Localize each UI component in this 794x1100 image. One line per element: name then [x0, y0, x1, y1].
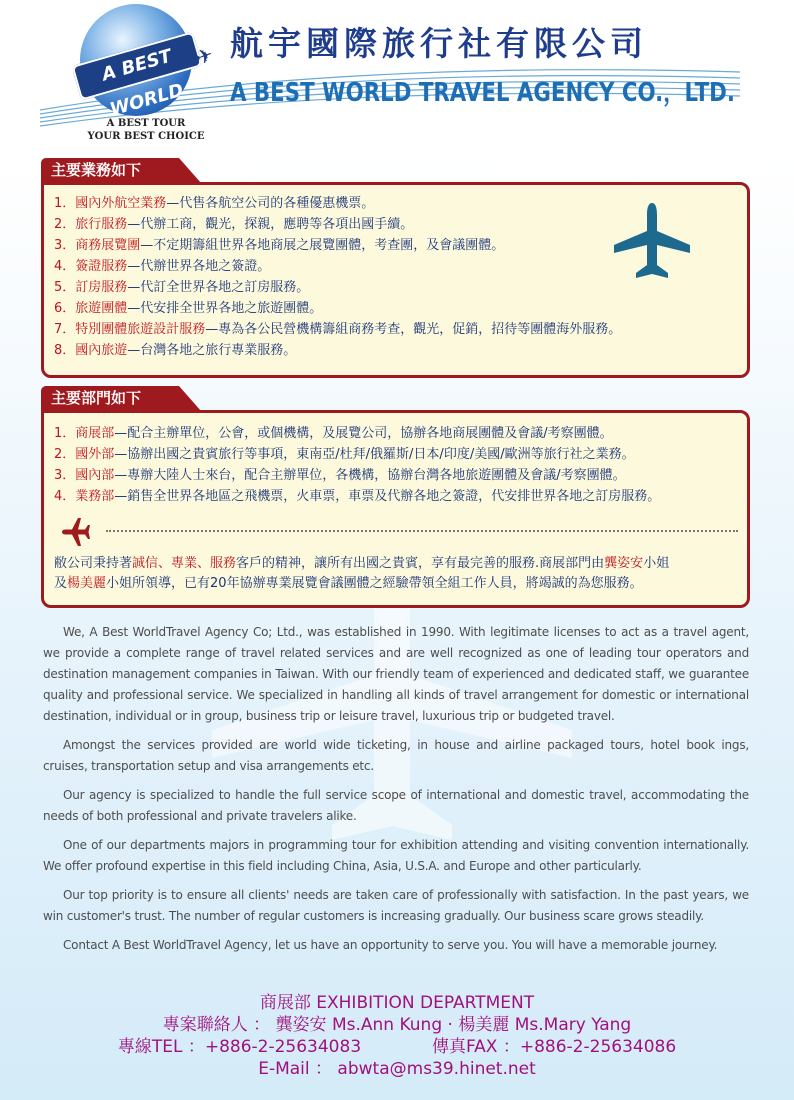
departments-box [41, 410, 750, 608]
services-section [41, 158, 750, 380]
airplane-icon [612, 201, 692, 281]
contact-email[interactable]: E-Mail ： abwta@ms39.hinet.net [258, 1059, 536, 1079]
service-item: 2．旅行服務—代辦工商，觀光，探親，應聘等各項出國手續。 [54, 217, 414, 232]
english-paragraph-2: Amongst the services provided are world wide ticketing, in house and airline packaged tours, hotel book ings, cruises, transportation setup and visa arrangements etc. [43, 738, 749, 773]
service-item: 3．商務展覽團—不定期籌組世界各地商展之展覽團體，考查團，及會議團體。 [54, 238, 505, 253]
page-header [0, 0, 794, 150]
service-item: 4．簽證服務—代辦世界各地之簽證。 [54, 259, 271, 274]
contact-department: 商展部 EXHIBITION DEPARTMENT [259, 993, 535, 1013]
departments-section [41, 386, 750, 608]
dotted-divider [106, 530, 738, 532]
service-item: 1．國內外航空業務—代售各航空公司的各種優惠機票。 [54, 196, 375, 211]
contact-phone-fax [0, 1036, 794, 1058]
company-title-chinese: 航宇國際旅行社有限公司 [230, 24, 648, 63]
english-description [43, 622, 749, 964]
english-paragraph-4: One of our departments majors in programming tour for exhibition attending and visiting convention internationally. We offer profound expertise in this field including China, Asia, U.S.A. and Europe and other particularly. [43, 838, 749, 873]
service-item: 5．訂房服務—代訂全世界各地之訂房服務。 [54, 280, 310, 295]
department-item: 1．商展部—配合主辦單位，公會，或個機構，及展覽公司，協辦各地商展團體及會議/考察團體。 [54, 426, 613, 441]
english-paragraph-3: Our agency is specialized to handle the full service scope of international and domestic travel, accommodating the needs of both professional and private travelers alike. [43, 788, 749, 823]
department-item: 2．國外部—協辦出國之貴賓旅行等事項，東南亞/杜拜/俄羅斯/日本/印度/美國/歐洲等旅行社之業務。 [54, 447, 635, 462]
tagline-line-2: YOUR BEST CHOICE [87, 131, 205, 142]
logo-text: A BEST WORLD [71, 31, 202, 100]
jet-icon: ✈ [192, 41, 217, 71]
company-title-english: A BEST WORLD TRAVEL AGENCY CO.，LTD. [230, 78, 735, 108]
service-item: 7．特別團體旅遊設計服務—專為各公民營機構籌組商務考查，觀光，促銷，招待等團體海外服務。 [54, 322, 622, 337]
department-item: 3．國內部—專辦大陸人士來台，配合主辦單位，各機構，協辦台灣各地旅遊團體及會議/考察團體。 [54, 468, 626, 483]
closing-line-1: 敝公司秉持著誠信、專業、服務客戶的精神，讓所有出國之貴賓，享有最完善的服務.商展部門由龔姿安小姐 [54, 556, 670, 571]
contact-fax: 傳真FAX ：+886-2-25634086 [431, 1037, 677, 1057]
services-box [41, 182, 750, 378]
contact-people: 專案聯絡人 ： 龔姿安 Ms.Ann Kung · 楊美麗 Ms.Mary Yang [162, 1015, 632, 1035]
english-paragraph-1: We, A Best WorldTravel Agency Co; Ltd., was established in 1990. With legitimate licenses to act as a travel agent, we provide a complete range of travel related services and are well recognized as one of leading tour operators and destination management companies in Taiwan. With our friendly team of experienced and dedicated staff, we guarantee quality and professional service. We specialized in handling all kinds of travel arrangement for domestic or international destination, individual or in group, business trip or leisure travel, luxurious trip or budgeted travel. [43, 625, 749, 723]
english-paragraph-5: Our top priority is to ensure all clients' needs are taken care of professionally with satisfaction. In the past years, we win customer's trust. The number of regular customers is increasing gradually. Our business scare grows steadily. [43, 888, 749, 923]
department-item: 4．業務部—銷售全世界各地區之飛機票，火車票，車票及代辦各地之簽證，代安排世界各地之訂房服務。 [54, 489, 661, 504]
red-airplane-icon [60, 517, 90, 547]
closing-line-2: 及楊美麗小姐所領導，已有20年協辦專業展覽會議團體之經驗帶領全組工作人員，將竭誠的為您服務。 [54, 576, 643, 591]
service-item: 6．旅遊團體—代安排全世界各地之旅遊團體。 [54, 301, 323, 316]
service-item: 8．國內旅遊—台灣各地之旅行專業服務。 [54, 343, 297, 358]
departments-heading: 主要部門如下 [41, 386, 179, 411]
english-paragraph-6: Contact A Best WorldTravel Agency, let us have an opportunity to serve you. You will have a memorable journey. [63, 938, 718, 952]
services-heading: 主要業務如下 [41, 158, 179, 183]
logo-tagline [86, 117, 206, 143]
contact-block [0, 992, 794, 1080]
tagline-line-1: A BEST TOUR [106, 118, 186, 129]
contact-tel: 專線TEL ：+886-2-25634083 [117, 1037, 362, 1057]
